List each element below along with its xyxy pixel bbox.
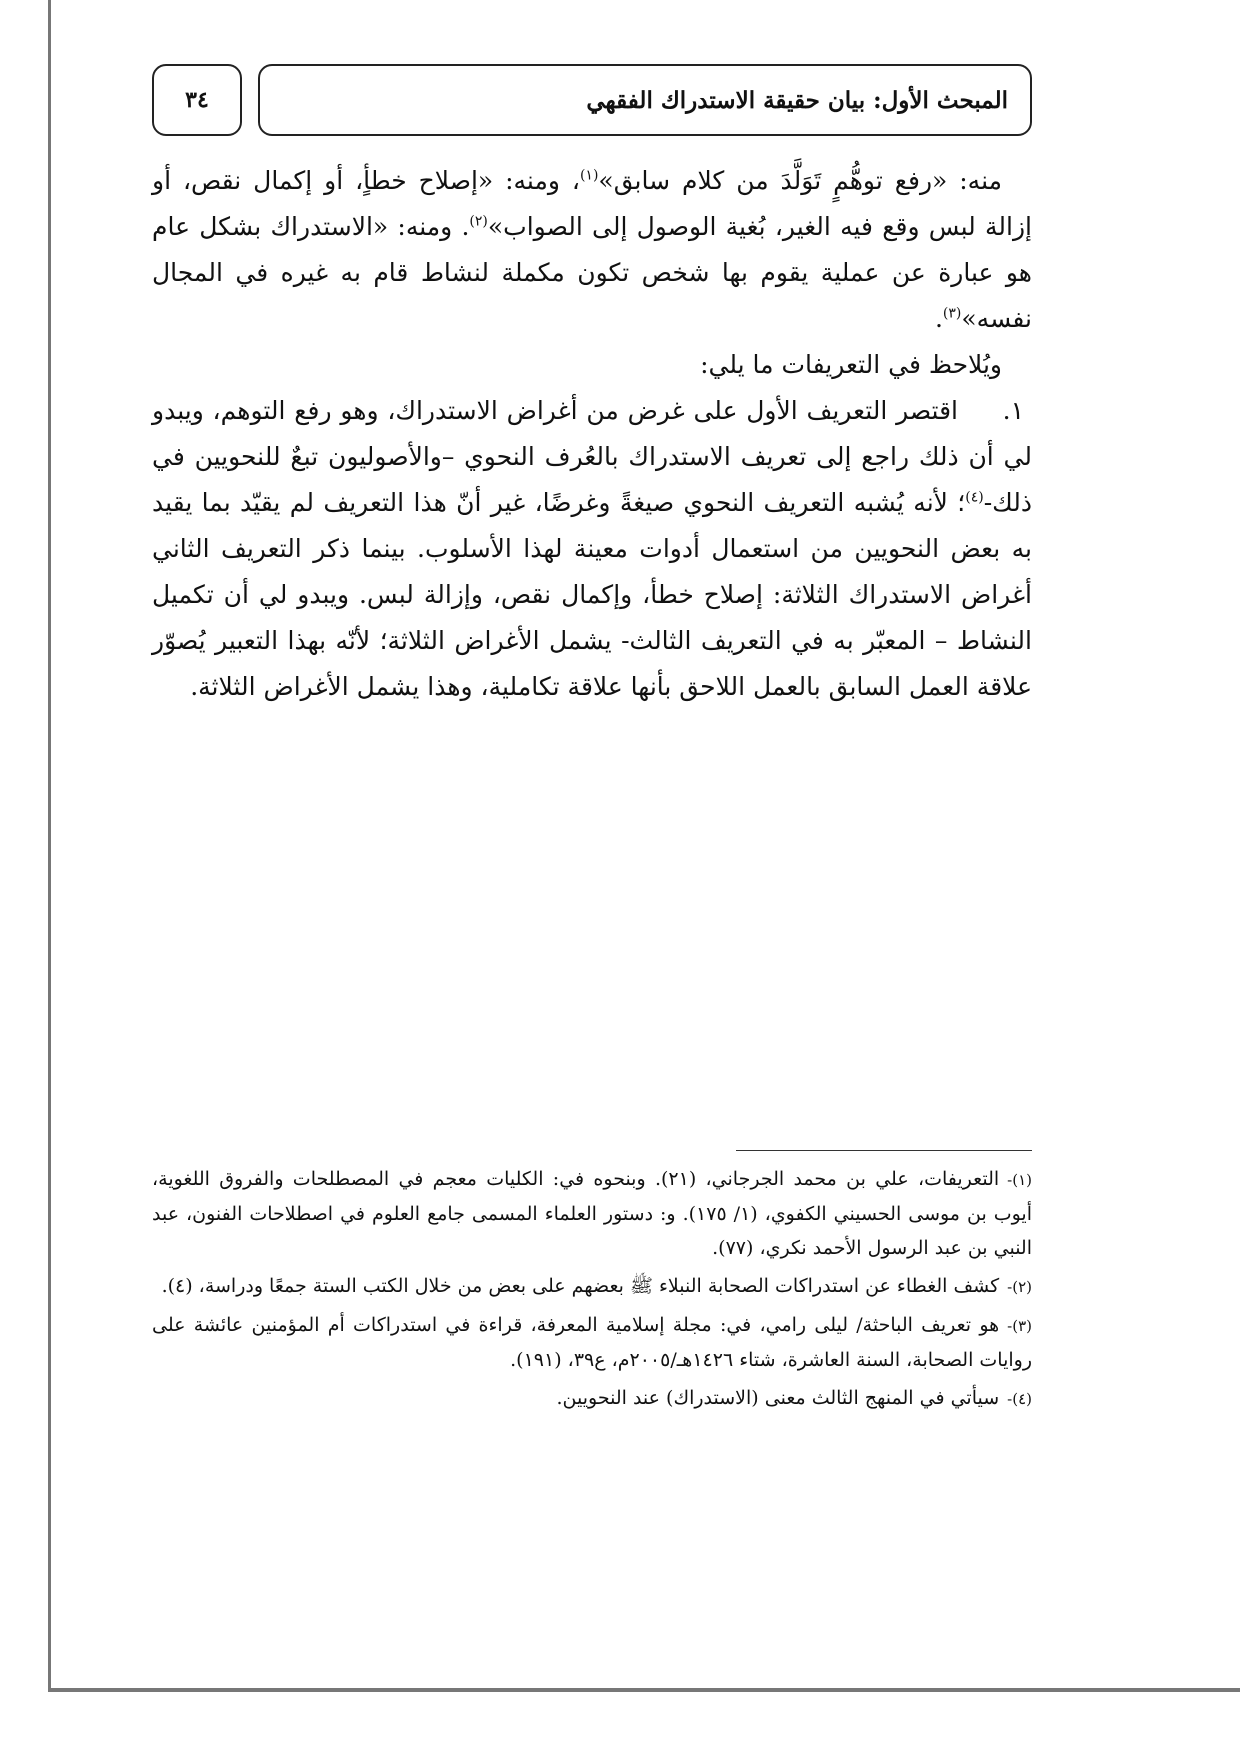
footnote-text: هو تعريف الباحثة/ ليلى رامي، في: مجلة إسلامية المعرفة، قراءة في استدراكات أم المؤمنين عائشة على روايات الصحابة، السنة العاشرة، شتاء ١٤٢٦هـ/٢٠٠٥م، ع٣٩، (١٩١). xyxy=(152,1314,1032,1371)
text-segment: . ومنه: «الاستدراك بشكل عام هو عبارة عن عملية يقوم بها شخص تكون مكملة لنشاط قام به غيره في المجال نفسه» xyxy=(152,212,1032,333)
footnote-ref-1: (١) xyxy=(579,167,599,184)
footnotes xyxy=(152,1162,1032,1420)
page-number-box xyxy=(152,64,242,136)
footnote-1 xyxy=(152,1162,1032,1265)
footnote-number: (٤)- xyxy=(1007,1390,1032,1408)
footnote-number: (٣)- xyxy=(1007,1317,1032,1335)
footnote-ref-2: (٢) xyxy=(469,213,488,230)
footnote-3 xyxy=(152,1308,1032,1377)
footnote-number: (١)- xyxy=(1007,1171,1032,1189)
footnote-4 xyxy=(152,1381,1032,1416)
footnote-separator xyxy=(736,1150,1032,1151)
footnote-text: سيأتي في المنهج الثالث معنى (الاستدراك) عند النحويين. xyxy=(556,1387,1000,1409)
text-segment: . xyxy=(934,304,943,333)
text-segment: منه: «رفع توهُّمٍ تَوَلَّدَ من كلام سابق» xyxy=(598,166,1003,195)
text-segment: اقتصر التعريف الأول على غرض من أغراض الاستدراك، وهو رفع التوهم، ويبدو لي أن ذلك راجع إلى تعريف الاستدراك بالعُرف النحوي –والأصوليون تبعٌ للنحويين في ذلك- xyxy=(152,396,1032,517)
footnote-text: التعريفات، علي بن محمد الجرجاني، (٢١). وبنحوه في: الكليات معجم في المصطلحات والفروق اللغوية، أيوب بن موسى الحسيني الكفوي، (١/ ١٧٥). و: دستور العلماء المسمى جامع العلوم في اصطلاحات الفنون، عبد النبي بن عبد الرسول الأحمد نكري، (٧٧). xyxy=(152,1168,1032,1259)
text-segment: ؛ لأنه يُشبه التعريف النحوي صيغةً وغرضًا، غير أنّ هذا التعريف لم يقيّد بما يقيد به بعض النحويين من استعمال أدوات معينة لهذا الأسلوب. بينما ذكر التعريف الثاني أغراض الاستدراك الثلاثة: إصلاح خطأ، وإكمال نقص، وإزالة لبس. ويبدو لي أن تكميل النشاط – المعبّر به في التعريف الثالث- يشمل الأغراض الثلاثة؛ لأنّه بهذا التعبير يُصوّر علاقة العمل السابق بالعمل اللاحق بأنها علاقة تكاملية، وهذا يشمل الأغراض الثلاثة. xyxy=(152,488,1032,701)
body-text xyxy=(152,158,1032,710)
list-number: ١. xyxy=(1002,396,1024,425)
footnote-ref-3: (٣) xyxy=(942,305,962,322)
paragraph-definitions xyxy=(152,158,1032,342)
paragraph-observation-intro: ويُلاحظ في التعريفات ما يلي: xyxy=(700,350,1002,379)
page-border-left xyxy=(48,0,51,1690)
footnote-text: كشف الغطاء عن استدراكات الصحابة النبلاء ﷺ بعضهم على بعض من خلال الكتب الستة جمعًا ودراسة، (٤). xyxy=(161,1275,1000,1297)
page-border-bottom xyxy=(48,1688,1240,1692)
paragraph-observation-1 xyxy=(152,388,1032,710)
footnote-ref-4: (٤) xyxy=(965,489,984,506)
header-title-text: المبحث الأول: بيان حقيقة الاستدراك الفقهي xyxy=(586,86,1008,114)
page-number: ٣٤ xyxy=(185,87,209,113)
footnote-2 xyxy=(152,1269,1032,1304)
footnote-number: (٢)- xyxy=(1007,1278,1032,1296)
text-segment: ، ومنه: «إصلاح خطأٍ، أو إكمال نقص، أو إزالة لبس وقع فيه الغير، بُغية الوصول إلى الصواب» xyxy=(152,166,1032,241)
running-header-title xyxy=(258,64,1032,136)
